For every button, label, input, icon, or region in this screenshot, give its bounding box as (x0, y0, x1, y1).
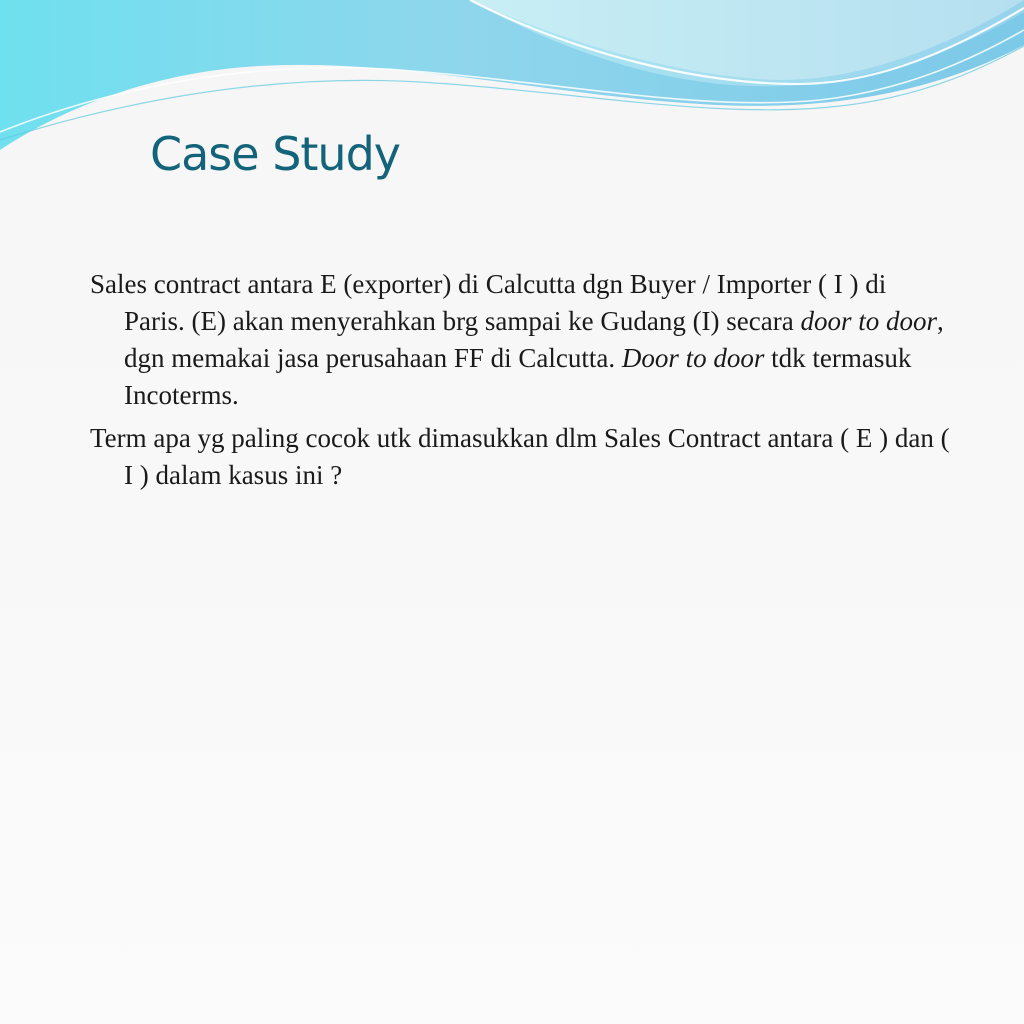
case-description-paragraph (90, 266, 950, 414)
case-text-part-2: , dgn memakai jasa perusahaan FF di Calcutta. (124, 306, 944, 373)
case-question-paragraph: Term apa yg paling cocok utk dimasukkan dlm Sales Contract antara ( E ) dan ( I ) dalam kasus ini ? (90, 423, 950, 490)
case-text-part-3: tdk termasuk Incoterms. (124, 343, 912, 410)
slide-body (90, 266, 950, 500)
slide-title: Case Study (150, 127, 401, 181)
case-emphasis-door-to-door: door to door (800, 306, 938, 336)
case-text-part-1: Sales contract antara E (exporter) di Calcutta dgn Buyer / Importer ( I ) di Paris. (E) akan menyerahkan brg sampai ke Gudang (I) secara (90, 269, 887, 336)
case-emphasis-door-to-door-2: Door to door (621, 343, 765, 373)
